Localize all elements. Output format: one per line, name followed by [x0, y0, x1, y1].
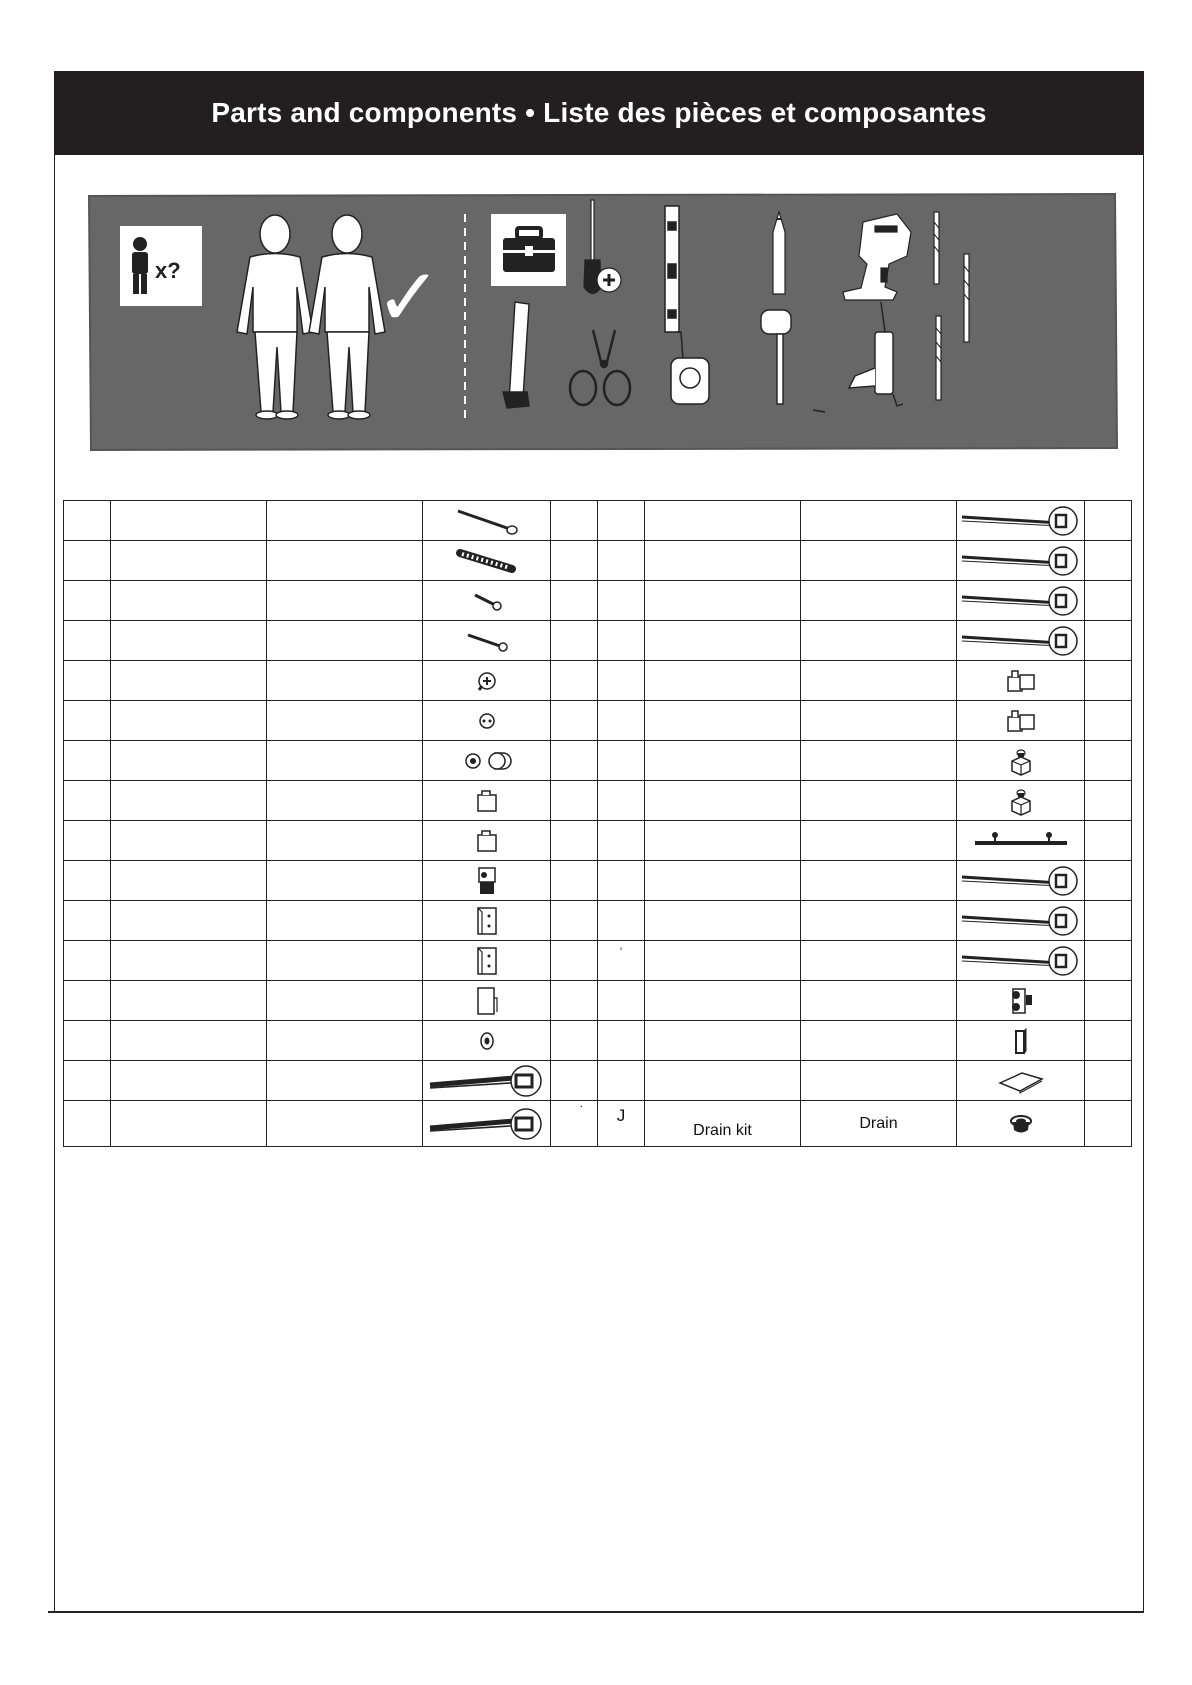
part-name-en-cell: [645, 541, 801, 581]
part-image-cell: [423, 501, 551, 541]
part-name-en-cell: [645, 741, 801, 781]
part-letter-cell: [598, 1021, 645, 1061]
part-letter-cell: [64, 981, 111, 1021]
part-qty-cell: [1085, 581, 1132, 621]
bolt-head-icon: [474, 668, 500, 694]
part-name-fr-cell: [267, 541, 423, 581]
handle-bar-icon: [969, 829, 1073, 853]
plate-icon: [994, 1067, 1048, 1095]
part-name-fr-cell: [801, 541, 957, 581]
stray-mark: ˙: [579, 1102, 585, 1119]
part-qty-cell: [551, 661, 598, 701]
part-name-fr-cell: [267, 1061, 423, 1101]
part-qty-cell: [551, 941, 598, 981]
part-image-cell: [423, 701, 551, 741]
part-letter-cell: [598, 581, 645, 621]
parts-row: [64, 1101, 1132, 1147]
part-name-fr-cell: [801, 741, 957, 781]
part-image-cell: [423, 781, 551, 821]
rail-icon: [960, 503, 1082, 539]
part-image-cell: [423, 1101, 551, 1147]
tools-panel: [85, 192, 1120, 452]
part-image-cell: [423, 821, 551, 861]
rail-icon: [960, 623, 1082, 659]
part-qty-cell: [551, 781, 598, 821]
part-name-fr-cell: Drain: [801, 1101, 957, 1147]
part-letter-cell: [64, 1101, 111, 1147]
part-image-cell: [423, 1021, 551, 1061]
part-image-cell: [957, 741, 1085, 781]
part-qty-cell: [1085, 701, 1132, 741]
medium-screw-icon: [462, 629, 512, 653]
small-block-icon: [472, 787, 502, 815]
bracket-icon: [472, 944, 502, 978]
part-letter-cell: [598, 941, 645, 981]
part-qty-cell: [551, 1021, 598, 1061]
part-name-fr-cell: [267, 861, 423, 901]
part-name-en-cell: [645, 781, 801, 821]
part-letter-cell: [598, 901, 645, 941]
part-letter-cell: [64, 541, 111, 581]
part-name-en-cell: Drain kit: [645, 1101, 801, 1147]
part-name-fr-cell: [267, 661, 423, 701]
part-name-fr-cell: [801, 781, 957, 821]
part-qty-cell: [1085, 1061, 1132, 1101]
part-qty-cell: [1085, 1101, 1132, 1147]
parts-row: [64, 861, 1132, 901]
part-qty-cell: [551, 901, 598, 941]
part-letter-cell: [598, 541, 645, 581]
part-image-cell: [957, 901, 1085, 941]
part-letter-cell: [64, 901, 111, 941]
part-image-cell: [957, 981, 1085, 1021]
part-name-en-cell: [111, 621, 267, 661]
part-letter-cell: [64, 781, 111, 821]
part-qty-cell: [551, 701, 598, 741]
part-qty-cell: [1085, 901, 1132, 941]
part-image-cell: [423, 941, 551, 981]
bottom-rule: [48, 1611, 1144, 1613]
part-image-cell: [423, 901, 551, 941]
part-qty-cell: [551, 821, 598, 861]
level-icon: [665, 206, 679, 332]
part-letter-cell: [64, 501, 111, 541]
part-image-cell: [423, 541, 551, 581]
parts-row: [64, 701, 1132, 741]
part-qty-cell: [551, 1101, 598, 1147]
part-qty-cell: [1085, 1021, 1132, 1061]
persons-count-label: x?: [155, 258, 181, 283]
part-letter-cell: [598, 701, 645, 741]
wall-anchor-icon: [454, 547, 520, 575]
bolt-and-cap-icon: [459, 748, 515, 774]
part-image-cell: [957, 701, 1085, 741]
drain-icon: [1006, 1111, 1036, 1137]
part-name-fr-cell: [801, 941, 957, 981]
part-qty-cell: [551, 581, 598, 621]
part-name-fr-cell: [801, 581, 957, 621]
part-name-en-cell: [645, 1021, 801, 1061]
part-name-fr-cell: [267, 941, 423, 981]
part-name-en-cell: [645, 581, 801, 621]
parts-row: [64, 741, 1132, 781]
part-qty-cell: [551, 501, 598, 541]
part-image-cell: [957, 1021, 1085, 1061]
part-image-cell: [957, 821, 1085, 861]
part-qty-cell: [1085, 541, 1132, 581]
part-letter-cell: [598, 861, 645, 901]
part-image-cell: [423, 741, 551, 781]
parts-row: [64, 541, 1132, 581]
part-letter-cell: [598, 501, 645, 541]
part-letter-cell: [64, 741, 111, 781]
part-qty-cell: [1085, 501, 1132, 541]
part-name-en-cell: [111, 781, 267, 821]
part-qty-cell: [1085, 781, 1132, 821]
clip-bracket-icon: [472, 864, 502, 898]
part-qty-cell: [1085, 941, 1132, 981]
washer-icon: [475, 1028, 499, 1054]
part-name-en-cell: [111, 581, 267, 621]
parts-row: [64, 981, 1132, 1021]
part-letter-cell: [64, 701, 111, 741]
part-qty-cell: [1085, 821, 1132, 861]
part-image-cell: [423, 1061, 551, 1101]
parts-row: [64, 1021, 1132, 1061]
part-letter-cell: [598, 1061, 645, 1101]
part-image-cell: [957, 941, 1085, 981]
rail-icon: [960, 543, 1082, 579]
pencil-icon: [773, 212, 785, 294]
part-name-en-cell: [645, 621, 801, 661]
parts-row: [64, 501, 1132, 541]
part-letter-cell: [64, 1021, 111, 1061]
part-name-en-cell: [645, 861, 801, 901]
part-letter-cell: [64, 821, 111, 861]
part-name-en-cell: [111, 941, 267, 981]
parts-row: [64, 941, 1132, 981]
parts-row: [64, 1061, 1132, 1101]
part-name-fr-cell: [801, 821, 957, 861]
long-screw-icon: [454, 507, 520, 535]
part-letter-cell: [598, 1101, 645, 1147]
part-image-cell: [423, 661, 551, 701]
stray-mark: ': [619, 945, 623, 958]
part-letter-cell: [64, 621, 111, 661]
cube-knob-icon: [1007, 746, 1035, 776]
parts-row: [64, 821, 1132, 861]
part-qty-cell: [551, 621, 598, 661]
part-letter-cell: [64, 661, 111, 701]
part-name-en-cell: [111, 741, 267, 781]
parts-row: [64, 781, 1132, 821]
part-name-fr-cell: [267, 1021, 423, 1061]
part-image-cell: [957, 501, 1085, 541]
part-name-en-cell: [645, 901, 801, 941]
part-image-cell: [423, 581, 551, 621]
part-name-en-cell: [645, 821, 801, 861]
part-name-en-cell: [111, 861, 267, 901]
part-letter-cell: [64, 861, 111, 901]
cube-knob-icon: [1007, 786, 1035, 816]
part-image-cell: [957, 541, 1085, 581]
parts-row: [64, 621, 1132, 661]
part-name-fr-cell: [801, 621, 957, 661]
part-name-fr-cell: [267, 781, 423, 821]
part-qty-cell: [1085, 981, 1132, 1021]
part-name-en-cell: [111, 821, 267, 861]
parts-row: [64, 661, 1132, 701]
part-qty-cell: [1085, 661, 1132, 701]
rail-icon: [960, 863, 1082, 899]
end-cap-icon: [472, 984, 502, 1018]
part-image-cell: [423, 621, 551, 661]
rail-icon: [960, 943, 1082, 979]
part-letter-cell: [598, 621, 645, 661]
part-name-fr-cell: [267, 501, 423, 541]
page-title: Parts and components • Liste des pièces et composantes: [211, 97, 987, 128]
part-letter-cell: [598, 661, 645, 701]
rail-icon: [960, 903, 1082, 939]
part-name-fr-cell: [801, 661, 957, 701]
part-name-en-cell: [111, 541, 267, 581]
toolbox-icon: [491, 214, 566, 286]
part-name-fr-cell: [267, 1101, 423, 1147]
part-name-fr-cell: [267, 581, 423, 621]
bracket-icon: [472, 904, 502, 938]
part-image-cell: [423, 981, 551, 1021]
part-name-fr-cell: [267, 621, 423, 661]
part-qty-cell: [551, 861, 598, 901]
part-name-fr-cell: [801, 1021, 957, 1061]
part-name-fr-cell: [267, 701, 423, 741]
part-letter-cell: [64, 581, 111, 621]
part-name-en-cell: [111, 1021, 267, 1061]
part-name-fr-cell: [801, 861, 957, 901]
part-letter-cell: [598, 821, 645, 861]
part-name-fr-cell: [801, 1061, 957, 1101]
part-name-en-cell: [111, 1061, 267, 1101]
check-icon: ✓: [375, 251, 443, 344]
part-image-cell: [957, 581, 1085, 621]
part-image-cell: [957, 861, 1085, 901]
part-name-en-cell: [111, 701, 267, 741]
stray-mark: J: [616, 1105, 626, 1125]
part-qty-cell: [551, 981, 598, 1021]
part-name-fr-cell: [267, 901, 423, 941]
profile-strip-icon: [428, 1063, 546, 1099]
part-image-cell: [957, 1061, 1085, 1101]
part-letter-cell: [64, 1061, 111, 1101]
part-name-en-cell: [645, 941, 801, 981]
part-qty-cell: [1085, 621, 1132, 661]
part-name-fr-cell: [267, 981, 423, 1021]
cap-icon: [476, 710, 498, 732]
part-name-en-cell: [111, 901, 267, 941]
part-name-en-cell: [111, 981, 267, 1021]
part-name-en-cell: [111, 661, 267, 701]
part-letter-cell: [598, 981, 645, 1021]
part-name-en-cell: [645, 501, 801, 541]
part-image-cell: [957, 621, 1085, 661]
small-block-icon: [472, 827, 502, 855]
part-image-cell: [957, 781, 1085, 821]
part-letter-cell: [598, 781, 645, 821]
part-name-en-cell: [645, 661, 801, 701]
part-name-en-cell: [111, 501, 267, 541]
parts-row: [64, 581, 1132, 621]
part-image-cell: [957, 661, 1085, 701]
short-screw-icon: [467, 589, 507, 613]
person-count-icon: [120, 226, 202, 306]
connector-block-icon: [1004, 667, 1038, 695]
part-qty-cell: [551, 741, 598, 781]
part-image-cell: [957, 1101, 1085, 1147]
part-name-en-cell: [645, 981, 801, 1021]
part-letter-cell: [598, 741, 645, 781]
part-qty-cell: [551, 541, 598, 581]
parts-row: [64, 901, 1132, 941]
part-name-fr-cell: [801, 501, 957, 541]
part-qty-cell: [551, 1061, 598, 1101]
guide-icon: [1007, 1025, 1035, 1057]
rail-icon: [960, 583, 1082, 619]
part-name-fr-cell: [801, 701, 957, 741]
connector-block-icon: [1004, 707, 1038, 735]
part-name-fr-cell: [267, 821, 423, 861]
profile-strip-icon: [428, 1106, 546, 1142]
roller-icon: [1004, 985, 1038, 1017]
part-qty-cell: [1085, 861, 1132, 901]
part-name-en-cell: [645, 1061, 801, 1101]
part-letter-cell: [64, 941, 111, 981]
part-name-en-cell: [645, 701, 801, 741]
title-bar: [54, 71, 1144, 155]
part-name-fr-cell: [801, 901, 957, 941]
part-name-en-cell: [111, 1101, 267, 1147]
part-name-fr-cell: [801, 981, 957, 1021]
parts-table: [63, 500, 1132, 1147]
part-image-cell: [423, 861, 551, 901]
part-qty-cell: [1085, 741, 1132, 781]
part-name-fr-cell: [267, 741, 423, 781]
